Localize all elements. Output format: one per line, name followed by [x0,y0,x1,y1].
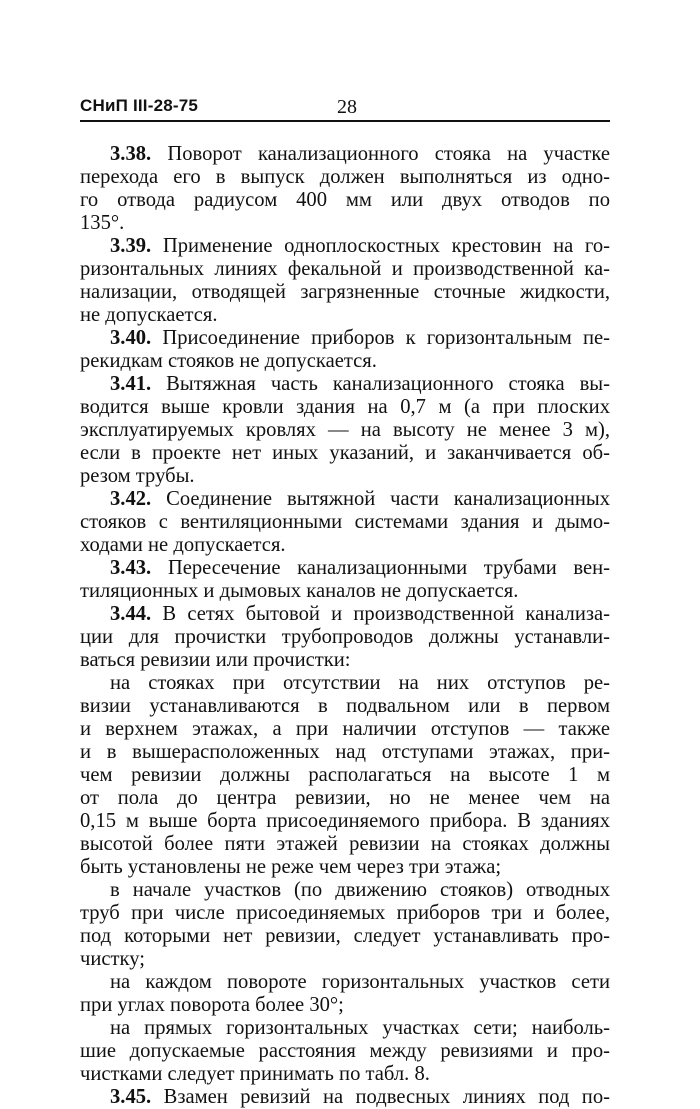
line-text: Пересечение канализационными трубами вен- [151,557,610,579]
line-text: чистками следует принимать по табл. 8. [80,1063,430,1085]
page-number: 28 [337,96,357,118]
text-line [80,166,610,189]
line-text: Применение одноплоскостных крестовин на го- [151,235,610,257]
line-text: ваться ревизии или прочистки: [80,649,351,671]
line-text: чем ревизии должны располагаться на высоте 1 м [80,764,610,786]
text-line [80,718,610,741]
text-line [80,534,610,557]
text-line [80,327,610,350]
line-text: и верхнем этажах, а при наличии отступов — также [80,718,610,740]
line-text: Поворот канализационного стояка на участке [151,143,610,165]
text-line [80,557,610,580]
text-line [80,350,610,373]
text-line [80,419,610,442]
text-line [80,373,610,396]
line-text: шие допускаемые расстояния между ревизиями и про- [80,1040,610,1062]
clause-number: 3.45. [110,1086,152,1108]
paragraph [80,557,610,603]
line-text: в начале участков (по движению стояков) отводных [110,879,610,901]
line-text: рекидкам стояков не допускается. [80,350,377,372]
text-line [80,787,610,810]
clause-number: 3.41. [110,373,152,395]
line-text: визии устанавливаются в подвальном или в первом [80,695,610,717]
text-line [80,580,610,603]
text-line [80,511,610,534]
paragraph [80,488,610,557]
page-header [80,96,610,120]
header-divider [80,120,610,122]
line-text: на каждом повороте горизонтальных участков сети [110,971,610,993]
paragraph [80,971,610,1017]
line-text: эксплуатируемых кровлях — на высоту не менее 3 м), [80,419,610,441]
text-line [80,465,610,488]
line-text: на стояках при отсутствии на них отступов ре- [110,672,610,694]
line-text: быть установлены не реже чем через три этажа; [80,856,502,878]
line-text: нализации, отводящей загрязненные сточные жидкости, [80,281,610,303]
text-line [80,189,610,212]
clause-number: 3.39. [110,235,152,257]
text-line [80,281,610,304]
text-line [80,1017,610,1040]
text-line [80,235,610,258]
text-line [80,879,610,902]
line-text: на прямых горизонтальных участках сети; наиболь- [110,1017,610,1039]
paragraph [80,1017,610,1086]
line-text: и в вышерасположенных над отступами этажах, при- [80,741,610,763]
paragraph [80,672,610,879]
clause-number: 3.44. [110,603,152,625]
text-line [80,1086,610,1109]
text-line [80,741,610,764]
paragraph [80,143,610,235]
paragraph [80,373,610,488]
text-line [80,1063,610,1086]
body-text [80,143,610,1109]
line-text: ризонтальных линиях фекальной и производственной ка- [80,258,610,280]
line-text: Взамен ревизий на подвесных линиях под по- [151,1086,610,1108]
text-line [80,1040,610,1063]
line-text: Соединение вытяжной части канализационных [151,488,610,510]
line-text: чистку; [80,948,145,970]
line-text: высотой более пяти этажей ревизии на стояках должны [80,833,610,855]
clause-number: 3.43. [110,557,152,579]
text-line [80,258,610,281]
text-line [80,649,610,672]
text-line [80,833,610,856]
line-text: ходами не допускается. [80,534,286,556]
text-line [80,304,610,327]
text-line [80,626,610,649]
line-text: перехода его в выпуск должен выполняться из одно- [80,166,610,188]
text-line [80,810,610,833]
line-text: ции для прочистки трубопроводов должны устанавли- [80,626,610,648]
paragraph [80,603,610,672]
line-text: резом трубы. [80,465,195,487]
line-text: В сетях бытовой и производственной канализа- [151,603,610,625]
text-line [80,143,610,166]
line-text: под которыми нет ревизии, следует устанавливать про- [80,925,610,947]
text-line [80,948,610,971]
text-line [80,488,610,511]
line-text: Присоединение приборов к горизонтальным пе- [151,327,610,349]
clause-number: 3.38. [110,143,152,165]
line-text: труб при числе присоединяемых приборов три и более, [80,902,610,924]
paragraph [80,327,610,373]
text-line [80,695,610,718]
text-line [80,971,610,994]
line-text: от пола до центра ревизии, но не менее чем на [80,787,610,809]
line-text: го отвода радиусом 400 мм или двух отводов по [80,189,610,211]
paragraph [80,235,610,327]
line-text: не допускается. [80,304,218,326]
line-text: если в проекте нет иных указаний, и заканчивается об- [80,442,610,464]
text-line [80,396,610,419]
line-text: при углах поворота более 30°; [80,994,344,1016]
text-line [80,764,610,787]
paragraph [80,1086,610,1109]
line-text: стояков с вентиляционными системами здания и дымо- [80,511,610,533]
line-text: Вытяжная часть канализационного стояка вы- [151,373,610,395]
text-line [80,902,610,925]
line-text: водится выше кровли здания на 0,7 м (а при плоских [80,396,610,418]
text-line [80,856,610,879]
paragraph [80,879,610,971]
text-line [80,994,610,1017]
clause-number: 3.42. [110,488,152,510]
document-code: СНиП III-28-75 [80,96,199,115]
text-line [80,442,610,465]
line-text: 135°. [80,212,125,234]
text-line [80,925,610,948]
text-line [80,212,610,235]
text-line [80,603,610,626]
text-line [80,672,610,695]
clause-number: 3.40. [110,327,152,349]
line-text: 0,15 м выше борта присоединяемого прибора. В зданиях [80,810,610,832]
line-text: тиляционных и дымовых каналов не допускается. [80,580,519,602]
